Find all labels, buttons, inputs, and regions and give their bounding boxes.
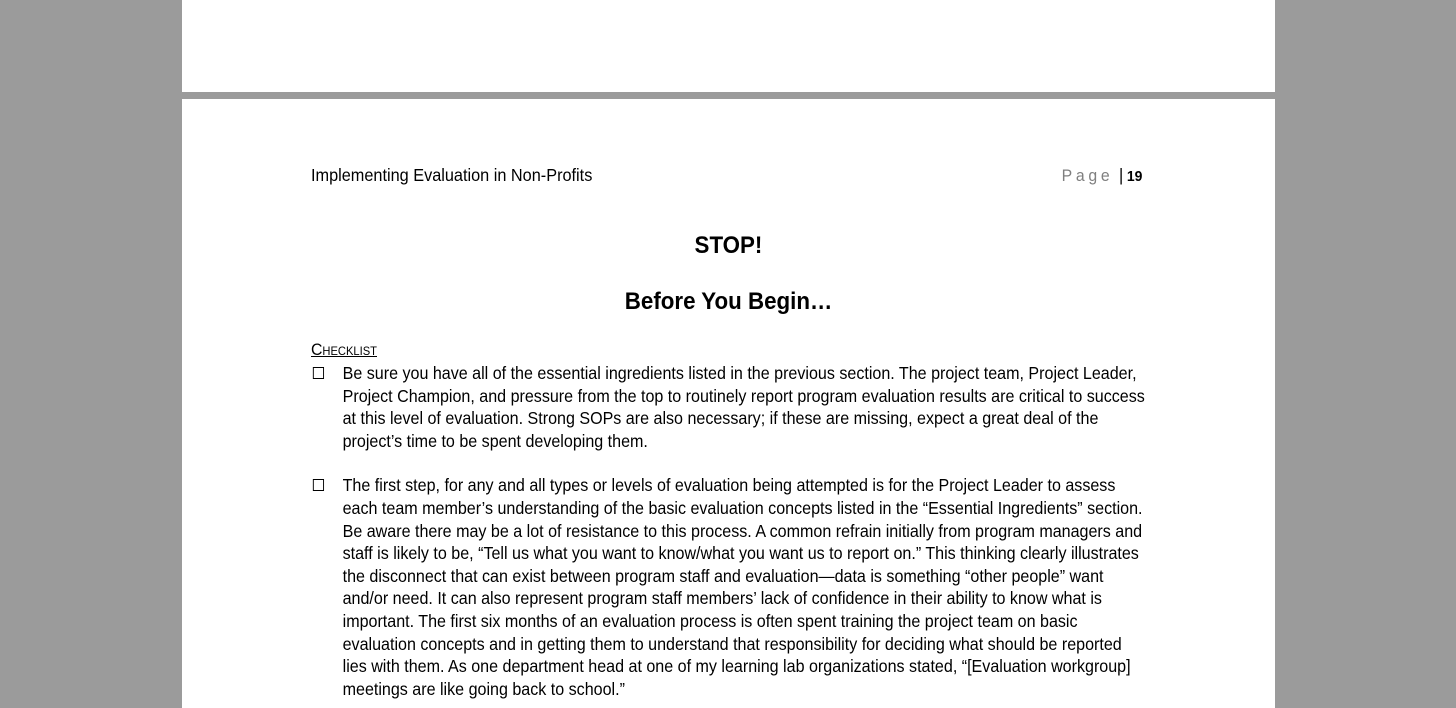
page-header (311, 165, 1143, 187)
checklist-item-text: The first step, for any and all types or levels of evaluation being attempted is for the Project Leader to assess each team member’s understanding of the basic evaluation concepts listed in the “Essential Ingredients” section. Be aware there may be a lot of resistance to this process. A common refrain initially from program managers and staff is likely to be, “Tell us what you want to know/what you want us to report on.” This thinking clearly illustrates the disconnect that can exist between program staff and evaluation—data is something “other people” want and/or need. It can also represent program staff members’ lack of confidence in their ability to know what is important. The first six months of an evaluation process is often spent training the project team on basic evaluation concepts and in getting them to understand that responsibility for deciding what should be reported lies with them. As one department head at one of my learning lab organizations stated, “[Evaluation workgroup] meetings are like going back to school.” (342, 475, 1143, 699)
page-indicator (1062, 165, 1143, 186)
checkbox-icon[interactable] (313, 479, 324, 491)
checklist-item-text: Be sure you have all of the essential ingredients listed in the previous section. The project team, Project Leader, Project Champion, and pressure from the top to routinely report program evaluation results are critical to success at this level of evaluation. Strong SOPs are also necessary; if these are missing, expect a great deal of the project’s time to be spent developing them. (342, 363, 1145, 451)
previous-page (182, 0, 1275, 92)
checklist-item (311, 362, 1148, 452)
stop-heading: STOP! (694, 232, 763, 259)
before-you-begin-heading: Before You Begin… (624, 288, 833, 315)
header-title: Implementing Evaluation in Non-Profits (311, 165, 593, 185)
checklist-label: Checklist (311, 340, 378, 359)
page-separator: | (1118, 165, 1124, 185)
checklist (311, 362, 1148, 708)
checklist-item (311, 474, 1148, 700)
document-page (182, 99, 1275, 708)
page-word: Page (1061, 166, 1114, 185)
checkbox-icon[interactable] (313, 367, 324, 379)
page-number: 19 (1126, 168, 1143, 185)
